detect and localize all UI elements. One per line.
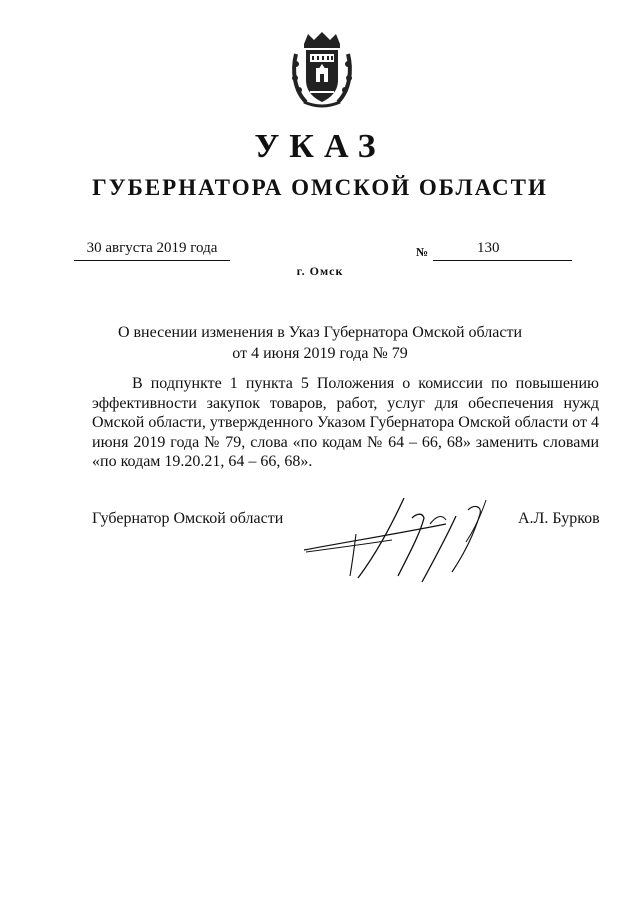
number-label: № bbox=[416, 245, 429, 259]
subject-line-1: О внесении изменения в Указ Губернатора Омской области bbox=[117, 324, 523, 341]
document-issuer: ГУБЕРНАТОРА ОМСКОЙ ОБЛАСТИ bbox=[92, 175, 548, 200]
document-number-field bbox=[433, 240, 572, 261]
document-number: 130 bbox=[477, 240, 500, 256]
signer-title: Губернатор Омской области bbox=[92, 510, 284, 527]
document-date: 30 августа 2019 года bbox=[74, 240, 230, 261]
document-title: УКАЗ bbox=[254, 128, 386, 165]
coat-of-arms-icon bbox=[290, 30, 354, 108]
document-body: В подпункте 1 пункта 5 Положения о комиссии по повышению эффективности закупок товаров, работ, услуг для обеспечения нужд Омской области, утвержденного Указом Губернатора Омской области от 4 июня 2019 года № 79, слова «по кодам № 64 – 66, 68» заменить словами «по кодам 19.20.21, 64 – 66, 68». bbox=[92, 375, 599, 470]
subject-line-2: от 4 июня 2019 года № 79 bbox=[232, 345, 408, 362]
signature-image bbox=[296, 494, 508, 584]
signer-name: А.Л. Бурков bbox=[518, 510, 600, 527]
document-subject bbox=[0, 322, 640, 364]
document-place: г. Омск bbox=[296, 264, 344, 278]
